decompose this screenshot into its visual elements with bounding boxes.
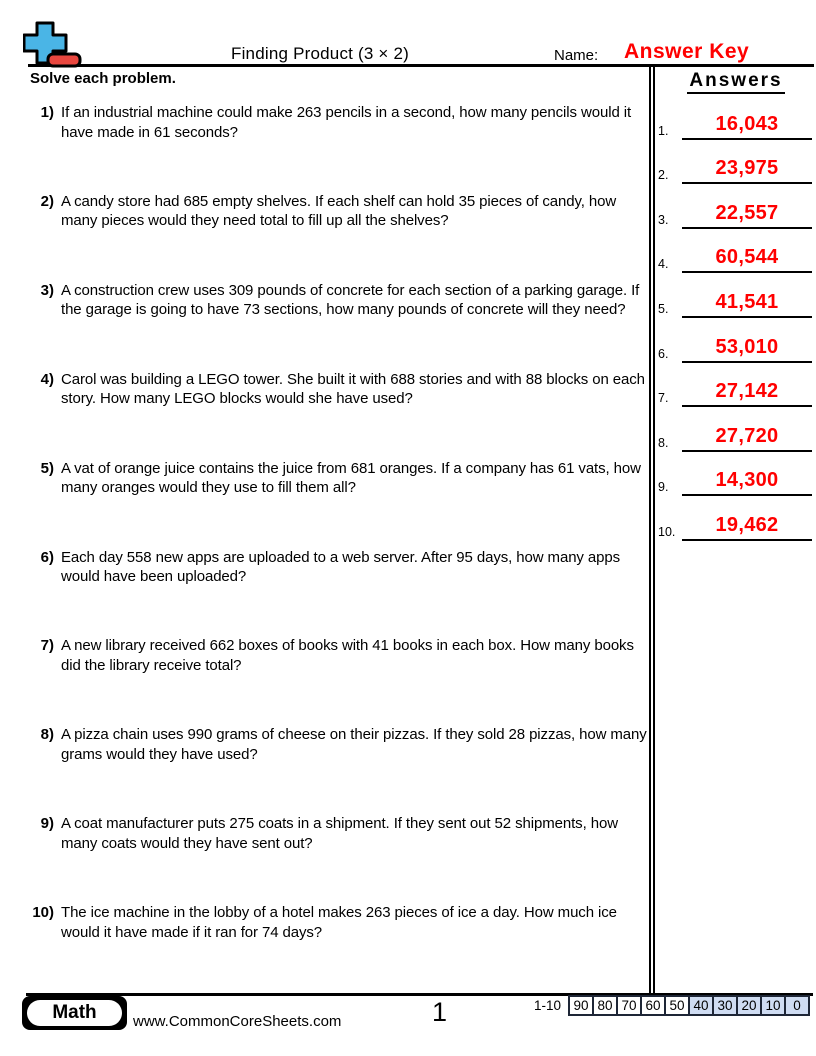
answer-number: 3. [658, 212, 669, 227]
problem-number: 5) [40, 459, 54, 477]
answer-number: 2. [658, 168, 669, 183]
header-rule [28, 64, 814, 67]
score-cell: 40 [688, 995, 714, 1016]
problem-text: A new library received 662 boxes of books with 41 books in each box. How many books did the library receive total? [61, 637, 634, 674]
problem-number: 8) [40, 726, 54, 744]
problem-item [22, 192, 650, 231]
problem-text: A pizza chain uses 990 grams of cheese on their pizzas. If they sold 28 pizzas, how many grams would they have used? [61, 726, 647, 763]
score-cell: 70 [616, 995, 642, 1016]
answer-item [656, 466, 812, 496]
answer-number: 1. [658, 123, 669, 138]
problem-number: 6) [40, 548, 54, 566]
problem-text: Each day 558 new apps are uploaded to a web server. After 95 days, how many apps would have been uploaded? [61, 548, 621, 585]
problem-text: A construction crew uses 309 pounds of concrete for each section of a parking garage. If the garage is going to have 73 sections, how many pounds of concrete will they need? [61, 281, 640, 319]
score-cell: 0 [784, 995, 810, 1016]
score-cell: 90 [568, 995, 594, 1016]
problem-item [22, 103, 650, 142]
answer-item [656, 199, 812, 229]
answer-value: 22,557 [682, 199, 812, 229]
answer-item [656, 243, 812, 273]
problem-number: 10) [32, 904, 54, 922]
problem-text: A vat of orange juice contains the juice from 681 oranges. If a company has 61 vats, how many oranges would they use to fill them all? [61, 459, 641, 497]
plus-minus-logo [23, 21, 83, 68]
answer-value: 23,975 [682, 154, 812, 184]
problem-text: If an industrial machine could make 263 pencils in a second, how many pencils would it have made in 61 seconds? [61, 104, 632, 141]
answer-item [656, 422, 812, 452]
page-number: 1 [432, 997, 448, 1027]
problem-number: 9) [40, 815, 54, 833]
answer-item [656, 288, 812, 318]
answer-value: 60,544 [682, 243, 812, 273]
problem-number: 4) [40, 370, 54, 388]
answer-item [656, 511, 812, 541]
answer-number: 4. [658, 257, 669, 272]
answers-divider [649, 66, 655, 993]
score-strip [534, 995, 810, 1016]
answer-item [656, 110, 812, 140]
score-range-label: 1-10 [534, 998, 562, 1013]
score-cell: 10 [760, 995, 786, 1016]
answer-item [656, 154, 812, 184]
answer-number: 5. [658, 301, 669, 316]
score-cell: 20 [736, 995, 762, 1016]
answer-item [656, 333, 812, 363]
answer-number: 9. [658, 480, 669, 495]
answer-key-text: Answer Key [624, 40, 750, 63]
problem-item [22, 281, 650, 320]
problem-text: Carol was building a LEGO tower. She built it with 688 stories and with 88 blocks on each story. How many LEGO blocks would she have used? [61, 370, 645, 408]
problem-number: 7) [40, 637, 54, 655]
answer-value: 53,010 [682, 333, 812, 363]
problem-number: 3) [40, 281, 54, 299]
instructions-text: Solve each problem. [30, 70, 176, 87]
problem-text: A coat manufacturer puts 275 coats in a shipment. If they sent out 52 shipments, how many coats would they have sent out? [61, 815, 618, 852]
problem-text: The ice machine in the lobby of a hotel makes 263 pieces of ice a day. How much ice would it have made if it ran for 74 days? [61, 904, 617, 941]
answers-heading [660, 70, 812, 92]
answers-heading-label: Answers [687, 70, 784, 94]
answer-number: 8. [658, 435, 669, 450]
answer-value: 14,300 [682, 466, 812, 496]
answer-value: 19,462 [682, 511, 812, 541]
score-cell: 30 [712, 995, 738, 1016]
answer-value: 41,541 [682, 288, 812, 318]
subject-badge [22, 996, 127, 1030]
score-boxes [568, 995, 810, 1016]
answer-number: 10. [658, 524, 676, 539]
problem-item [22, 636, 650, 675]
problem-number: 2) [40, 192, 54, 210]
problem-item [22, 548, 650, 587]
answer-number: 7. [658, 391, 669, 406]
problem-item [22, 370, 650, 409]
score-cell: 50 [664, 995, 690, 1016]
problem-item [22, 725, 650, 764]
website-text: www.CommonCoreSheets.com [133, 1013, 342, 1030]
problem-text: A candy store had 685 empty shelves. If each shelf can hold 35 pieces of candy, how many pieces would they need total to fill up all the shelves? [61, 192, 617, 230]
answer-value: 27,142 [682, 377, 812, 407]
score-cell: 80 [592, 995, 618, 1016]
answer-number: 6. [658, 346, 669, 361]
answer-item [656, 377, 812, 407]
answer-value: 27,720 [682, 422, 812, 452]
page-title: Finding Product (3 × 2) [231, 44, 409, 63]
name-label: Name: [554, 47, 599, 64]
answer-value: 16,043 [682, 110, 812, 140]
score-cell: 60 [640, 995, 666, 1016]
problem-item [22, 459, 650, 498]
problem-number: 1) [40, 104, 54, 121]
minus-icon [48, 54, 80, 66]
logo-graphic [23, 21, 83, 68]
problem-item [22, 903, 650, 942]
problem-item [22, 814, 650, 853]
subject-badge-label: Math [27, 1000, 122, 1026]
